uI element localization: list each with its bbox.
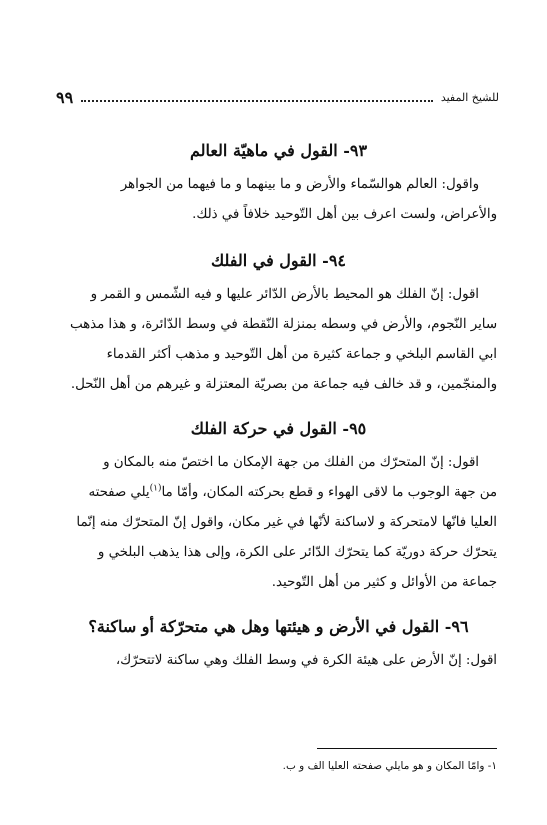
section-body-95 <box>60 448 497 598</box>
page-number: ٩٩ <box>56 87 74 107</box>
text-line <box>60 478 497 508</box>
section-title-94: ٩٤- القول في الفلك <box>210 251 347 270</box>
text-line-part: من جهة الوجوب ما لاقى الهواء و قطع بحركته المكان، وأمّا ما <box>161 485 497 500</box>
text-line: واقول: العالم هوالسّماء والأرض و ما بينهما و ما فيهما من الجواهر <box>120 177 479 192</box>
section-title-95: ٩٥- القول في حركة الفلك <box>190 419 367 438</box>
text-line: والأعراض، ولست اعرف بين أهل التّوحيد خلافاً في ذلك. <box>192 207 497 222</box>
dotted-leader <box>81 100 433 102</box>
text-line: العليا فانّها لامتحركة و لاساكنة لأنّها في غير مكان، واقول إنّ المتحرّك منه إنّما <box>76 515 497 530</box>
text-line-part: يلي صفحته <box>88 485 150 500</box>
text-line: اقول: إنّ الأرض على هيئة الكرة في وسط الفلك وهي ساكنة لاتتحرّك، <box>115 653 497 668</box>
footnote-divider <box>317 748 497 749</box>
section-body-94 <box>60 280 497 400</box>
running-title: للشيخ المفيد <box>440 90 499 104</box>
text-line: والمنجّمين، و قد خالف فيه جماعة من بصريّة المعتزلة و غيرهم من أهل النّحل. <box>70 377 497 392</box>
text-line: ابي القاسم البلخي و جماعة كثيرة من أهل التّوحيد و مذهب أكثر القدماء <box>106 347 497 362</box>
section-body-96 <box>60 646 497 676</box>
text-line: اقول: إنّ الفلك هو المحيط بالأرض الدّائر عليها و فيه الشّمس و القمر و <box>90 287 479 302</box>
footnote: ١- وامّا المكان و هو مايلي صفحته العليا الف و ب. <box>282 760 497 772</box>
footnote-ref[interactable]: (١) <box>149 483 162 494</box>
text-line: يتحرّك حركة دوريّة كما يتحرّك الدّائر على الكرة، وإلى هذا يذهب البلخي و <box>97 545 497 560</box>
page-header <box>56 86 499 108</box>
text-line: ساير النّجوم، والأرض في وسطه بمنزلة النّقطة في وسط الدّائرة، و هذا مذهب <box>70 317 497 332</box>
section-title-93: ٩٣- القول في ماهيّة العالم <box>189 141 368 160</box>
text-line: اقول: إنّ المتحرّك من الفلك من جهة الإمكان ما اختصّ منه بالمكان و <box>103 455 479 470</box>
section-body-93 <box>60 170 497 230</box>
text-line: جماعة من الأوائل و كثير من أهل التّوحيد. <box>271 575 497 590</box>
main-content <box>60 140 497 676</box>
section-title-96: ٩٦- القول في الأرض و هيئتها وهل هي متحرّكة أو ساكنة؟ <box>88 617 469 636</box>
